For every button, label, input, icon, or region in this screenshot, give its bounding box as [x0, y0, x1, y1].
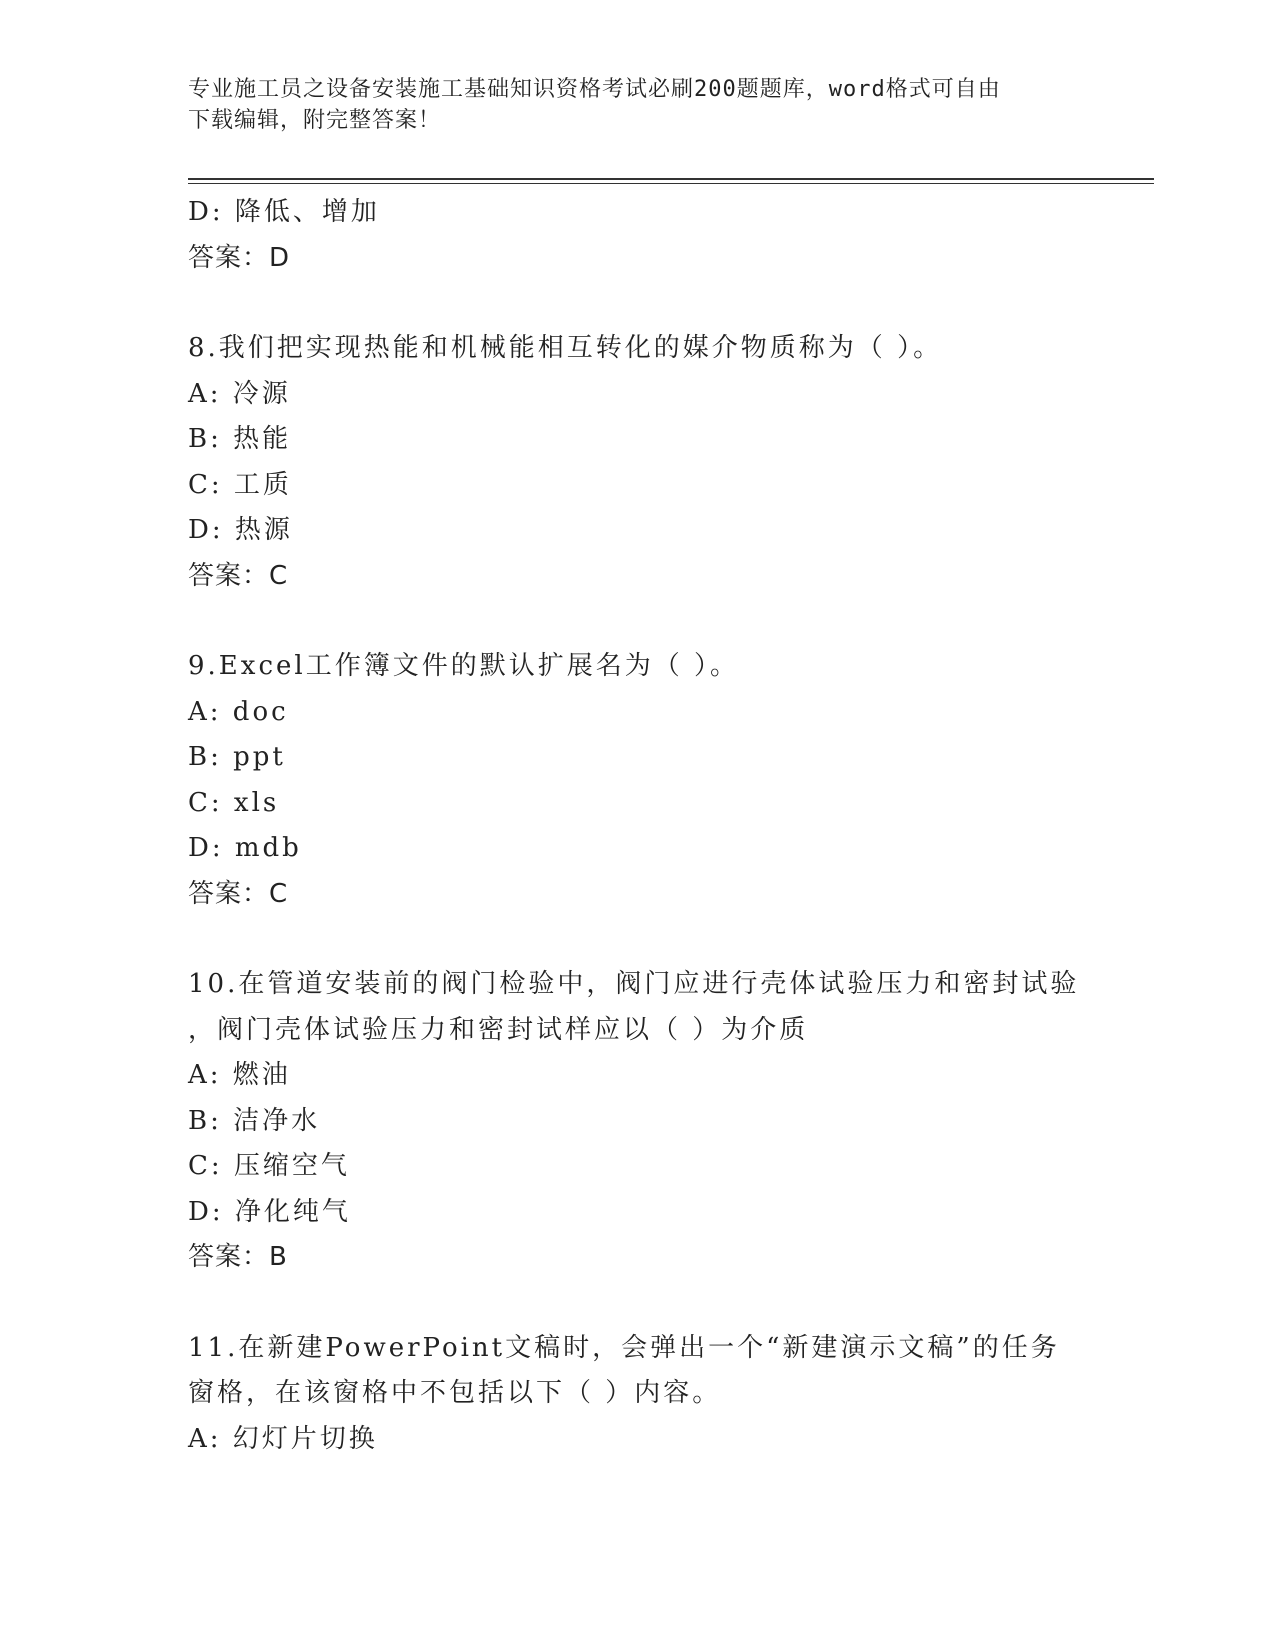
- question-8: [188, 326, 1088, 599]
- answer: 答案：D: [188, 242, 291, 273]
- header-line-2: 下载编辑，附完整答案！: [188, 108, 442, 133]
- question-10: [188, 962, 1088, 1281]
- option-a: A: doc: [188, 696, 289, 727]
- question-list: [188, 190, 1088, 1462]
- question-stem-line-2: ，阀门壳体试验压力和密封试样应以（ ）为介质: [188, 1014, 809, 1045]
- option-d: D: 热源: [188, 515, 293, 545]
- question-stem-line-1: 10.在管道安装前的阀门检验中，阀门应进行壳体试验压力和密封试验: [188, 969, 1080, 999]
- option-b: B: ppt: [188, 742, 286, 772]
- answer: 答案：C: [188, 560, 289, 591]
- option-c: C: 压缩空气: [188, 1151, 350, 1181]
- option-d: D: 净化纯气: [188, 1196, 351, 1227]
- question-stem-line-1: 11.在新建PowerPoint文稿时，会弹出一个“新建演示文稿”的任务: [188, 1332, 1060, 1363]
- question-stem: 9.Excel工作簿文件的默认扩展名为（ ）。: [188, 651, 739, 681]
- option-c: C: 工质: [188, 469, 292, 500]
- option-a: A: 冷源: [188, 378, 291, 409]
- option-a: A: 燃油: [188, 1060, 291, 1090]
- option-a: A: 幻灯片切换: [188, 1423, 378, 1454]
- option-b: B: 洁净水: [188, 1105, 321, 1136]
- option-d: D: 降低、增加: [188, 197, 380, 227]
- answer: 答案：C: [188, 878, 289, 909]
- option-b: B: 热能: [188, 424, 292, 454]
- document-header: [188, 74, 1088, 136]
- question-prev-tail: [188, 190, 1088, 281]
- question-stem-line-2: 窗格，在该窗格中不包括以下（ ）内容。: [188, 1378, 722, 1408]
- question-11: [188, 1326, 1088, 1463]
- question-stem: 8.我们把实现热能和机械能相互转化的媒介物质称为（ ）。: [188, 333, 943, 363]
- option-c: C: xls: [188, 787, 280, 818]
- option-d: D: mdb: [188, 833, 302, 863]
- header-divider-thin: [188, 183, 1154, 184]
- header-divider-thick: [188, 178, 1154, 180]
- header-line-1: 专业施工员之设备安装施工基础知识资格考试必刷200题题库，word格式可自由: [188, 77, 1001, 102]
- question-9: [188, 644, 1088, 917]
- answer: 答案：B: [188, 1242, 288, 1272]
